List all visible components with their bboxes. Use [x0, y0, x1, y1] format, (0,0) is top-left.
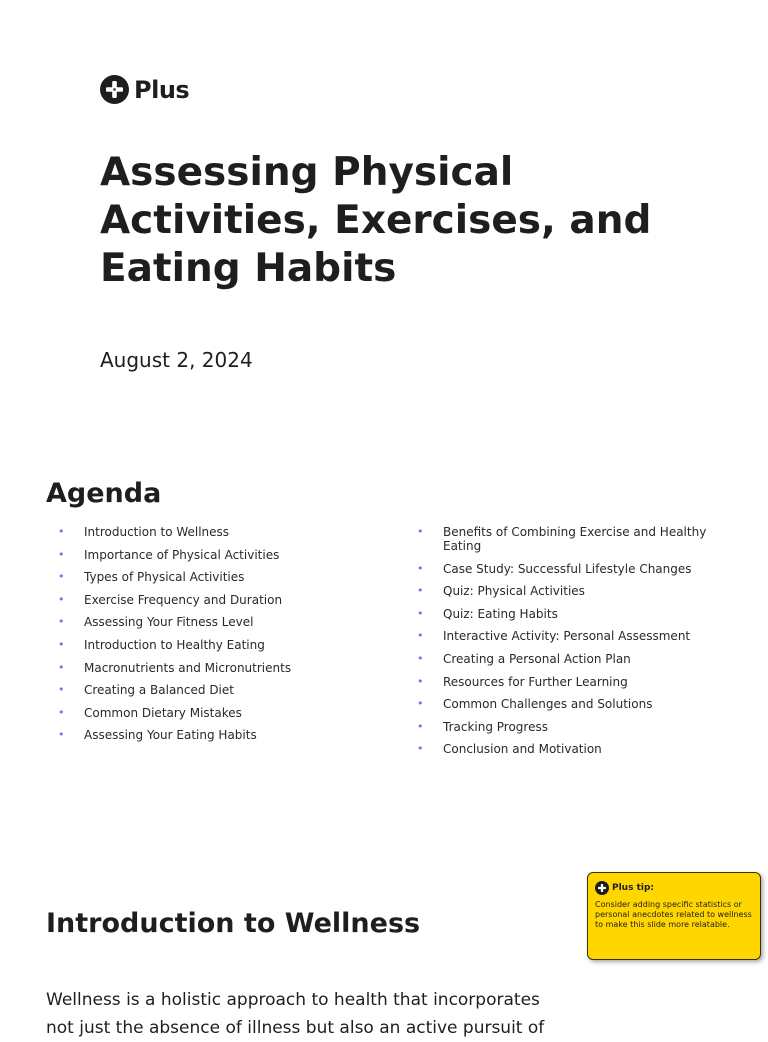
bullet-icon: • — [417, 561, 424, 575]
agenda-item — [58, 706, 378, 720]
bullet-icon: • — [58, 683, 65, 697]
bullet-icon: • — [417, 719, 424, 733]
bullet-icon: • — [417, 629, 424, 643]
agenda-item — [58, 683, 378, 697]
agenda-item-label: Resources for Further Learning — [443, 674, 628, 689]
agenda-item — [417, 675, 717, 689]
bullet-icon: • — [58, 547, 65, 561]
bullet-icon: • — [58, 525, 65, 538]
agenda-item — [58, 593, 378, 607]
agenda-item-label: Common Dietary Mistakes — [84, 705, 242, 720]
agenda-item — [417, 562, 717, 576]
agenda-item-label: Assessing Your Fitness Level — [84, 615, 254, 630]
agenda-item-label: Conclusion and Motivation — [443, 742, 602, 757]
agenda-item — [417, 629, 717, 643]
plus-logo-icon — [100, 75, 129, 104]
bullet-icon: • — [417, 525, 424, 538]
agenda-item — [417, 652, 717, 666]
agenda-item — [417, 607, 717, 621]
agenda-item-label: Case Study: Successful Lifestyle Changes — [443, 561, 692, 576]
agenda-item-label: Importance of Physical Activities — [84, 547, 280, 562]
agenda-list-right — [417, 525, 717, 765]
agenda-item-label: Common Challenges and Solutions — [443, 697, 653, 712]
bullet-icon: • — [58, 660, 65, 674]
agenda-item — [58, 615, 378, 629]
bullet-icon: • — [417, 651, 424, 665]
agenda-item-label: Types of Physical Activities — [84, 570, 245, 585]
agenda-item-label: Introduction to Wellness — [84, 525, 230, 539]
bullet-icon: • — [58, 705, 65, 719]
bullet-icon: • — [58, 615, 65, 629]
agenda-item — [58, 525, 378, 539]
agenda-item — [58, 570, 378, 584]
bullet-icon: • — [417, 674, 424, 688]
agenda-item — [58, 638, 378, 652]
agenda-item — [417, 584, 717, 598]
agenda-item-label: Tracking Progress — [443, 719, 548, 734]
agenda-item-label: Introduction to Healthy Eating — [84, 637, 265, 652]
page-title: Assessing Physical Activities, Exercises, and Eating Habits — [100, 150, 652, 291]
bullet-icon: • — [417, 742, 424, 756]
plus-tip-icon — [595, 881, 609, 895]
plus-logo — [100, 75, 189, 104]
agenda-item — [58, 728, 378, 742]
agenda-item — [417, 697, 717, 711]
bullet-icon: • — [58, 728, 65, 742]
agenda-item-label: Assessing Your Eating Habits — [84, 728, 257, 743]
tip-label: Plus tip: — [612, 883, 655, 893]
agenda-list-left — [58, 525, 378, 751]
section-body: Wellness is a holistic approach to health that incorporates not just the absence of illness but also an active pursuit of — [46, 990, 545, 1038]
bullet-icon: • — [417, 697, 424, 711]
agenda-item-label: Creating a Personal Action Plan — [443, 651, 631, 666]
section-heading: Introduction to Wellness — [46, 908, 421, 939]
agenda-item-label: Creating a Balanced Diet — [84, 683, 234, 698]
bullet-icon: • — [58, 592, 65, 606]
agenda-item-label: Quiz: Physical Activities — [443, 584, 585, 599]
bullet-icon: • — [417, 584, 424, 598]
agenda-item-label: Benefits of Combining Exercise and Healthy Eating — [443, 525, 707, 553]
tip-body: Consider adding specific statistics or personal anecdotes related to wellness to make this slide more relatable. — [595, 900, 752, 929]
bullet-icon: • — [58, 570, 65, 584]
agenda-item — [417, 525, 717, 553]
agenda-item — [58, 548, 378, 562]
date-label: August 2, 2024 — [100, 348, 253, 372]
agenda-item — [58, 661, 378, 675]
agenda-item-label: Quiz: Eating Habits — [443, 606, 558, 621]
agenda-item-label: Macronutrients and Micronutrients — [84, 660, 292, 675]
logo-text: Plus — [134, 75, 190, 104]
agenda-item-label: Interactive Activity: Personal Assessment — [443, 629, 691, 644]
plus-tip-card — [587, 872, 761, 960]
tip-header — [595, 881, 752, 895]
bullet-icon: • — [417, 606, 424, 620]
agenda-item — [417, 720, 717, 734]
agenda-heading: Agenda — [46, 478, 162, 509]
bullet-icon: • — [58, 637, 65, 651]
agenda-item — [417, 742, 717, 756]
agenda-item-label: Exercise Frequency and Duration — [84, 592, 283, 607]
